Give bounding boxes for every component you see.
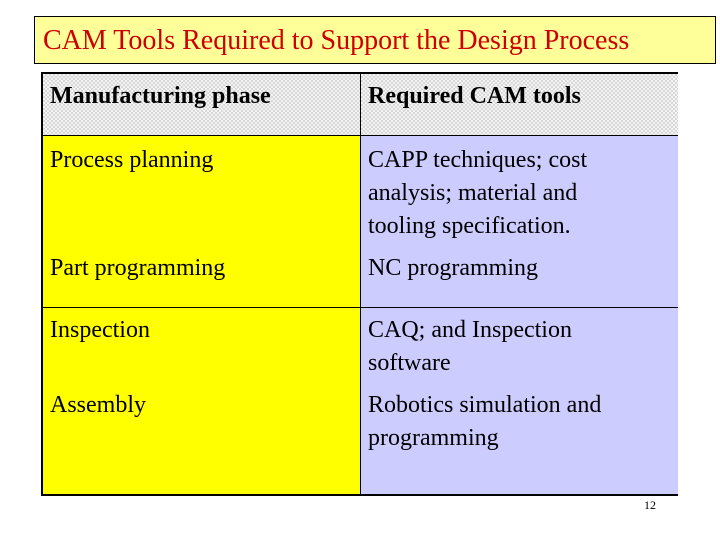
row-divider xyxy=(43,307,678,308)
header-manufacturing-phase: Manufacturing phase xyxy=(50,83,271,109)
row-assembly-tools: Robotics simulation and programming xyxy=(368,392,602,451)
slide-title-box xyxy=(34,16,716,64)
row-part-programming-tools: NC programming xyxy=(368,255,538,281)
row-inspection-phase: Inspection xyxy=(50,317,150,343)
row-inspection-tools: CAQ; and Inspection software xyxy=(368,317,572,376)
row-process-planning-phase: Process planning xyxy=(50,147,214,173)
slide-title: CAM Tools Required to Support the Design Process xyxy=(43,25,630,56)
row-process-planning-tools: CAPP techniques; cost analysis; material and tooling specification. xyxy=(368,147,588,239)
page-number: 12 xyxy=(644,498,656,512)
row-assembly-phase: Assembly xyxy=(50,392,146,418)
header-required-cam-tools: Required CAM tools xyxy=(368,83,581,109)
row-part-programming-phase: Part programming xyxy=(50,255,226,281)
cam-tools-table xyxy=(41,72,678,496)
